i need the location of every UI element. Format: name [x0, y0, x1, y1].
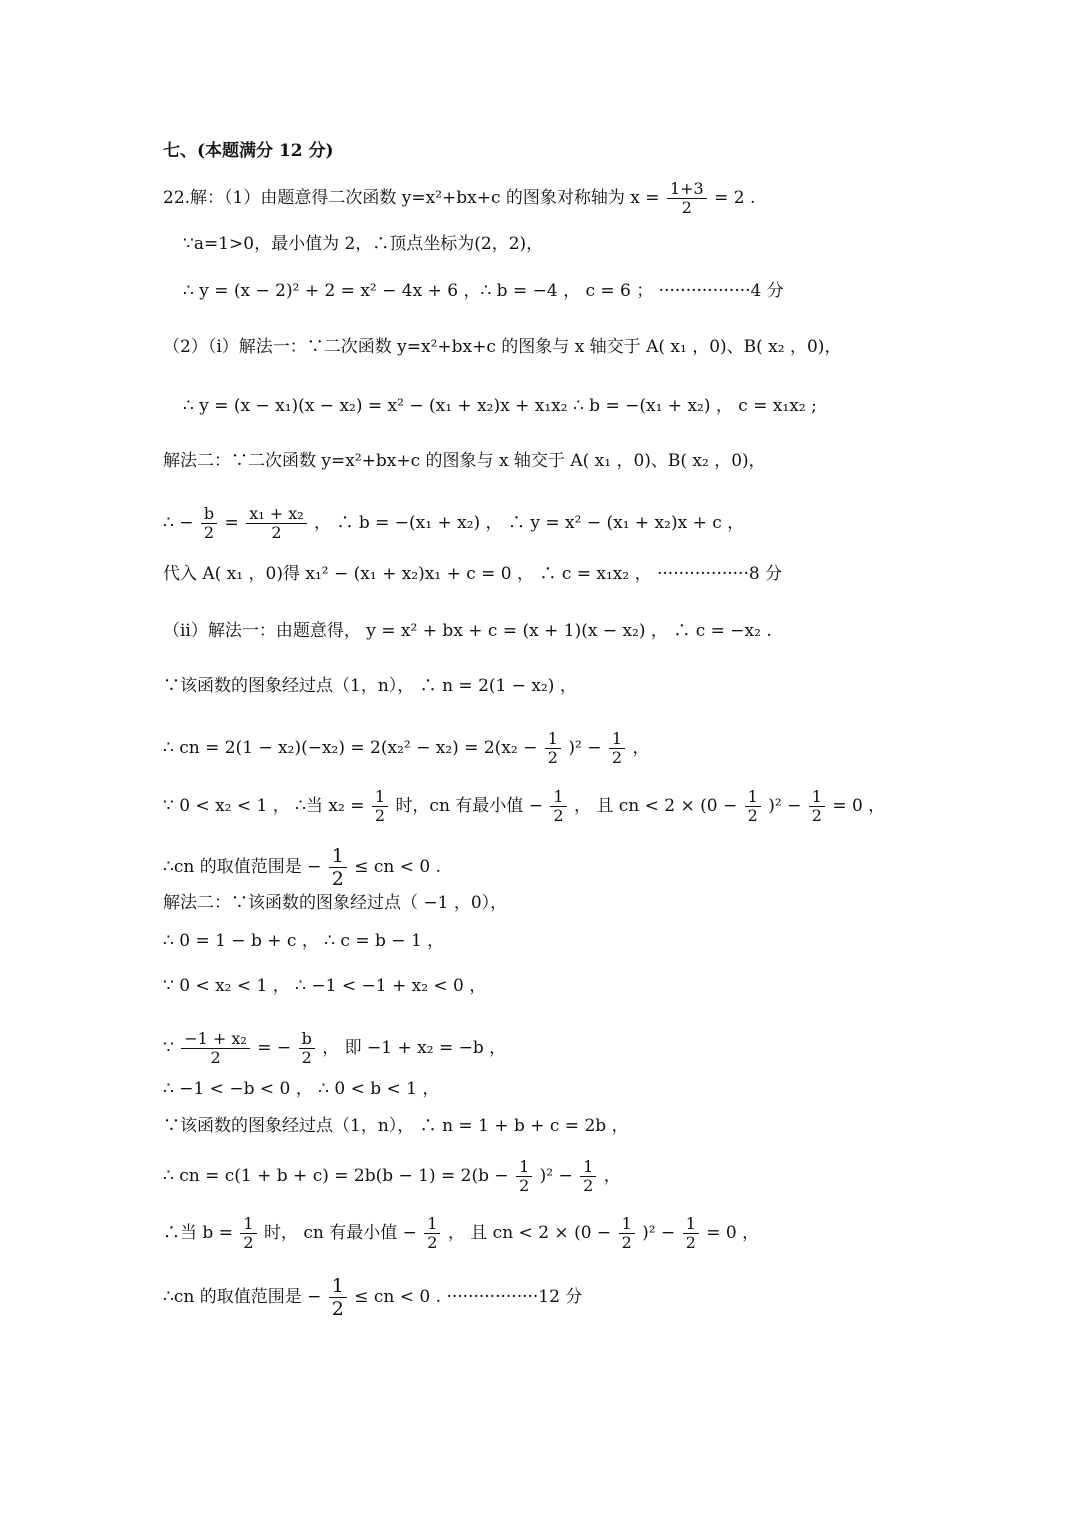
- frac-num: x₁ + x₂: [246, 505, 306, 524]
- part2ii-method2-line8: [163, 1215, 759, 1252]
- part2ii-method1-line3: [163, 730, 649, 767]
- half-fraction: [329, 845, 347, 890]
- text-seg: ∴当 b =: [163, 1223, 233, 1243]
- fraction-sum-over-2: [246, 505, 306, 542]
- equals-sign: =: [224, 513, 239, 533]
- half-fraction: [550, 788, 566, 825]
- text-seg: ∴cn 的取值范围是 −: [163, 857, 322, 877]
- part2ii-method1-line4: [163, 788, 885, 825]
- frac-den: 2: [271, 523, 282, 542]
- frac-num: −1 + x₂: [181, 1030, 250, 1049]
- part2ii-method1-line2: ∵该函数的图象经过点（1，n）， ∴ n = 2(1 − x₂) ，: [163, 676, 577, 696]
- m2-l2-lead: ∴ −: [163, 513, 194, 533]
- part2i-method1-line1: （2）（i）解法一：∵二次函数 y=x²+bx+c 的图象与 x 轴交于 A( x₁ ，0)、B( x₂ ，0)，: [163, 337, 842, 357]
- text-seg: = 0 ，: [832, 796, 886, 816]
- part2i-method1-line2: ∴ y = (x − x₁)(x − x₂) = x² − (x₁ + x₂)x + x₁x₂ ∴ b = −(x₁ + x₂) ， c = x₁x₂ ;: [183, 396, 817, 416]
- frac-den: 2: [331, 868, 344, 890]
- frac-den: 2: [210, 1048, 221, 1067]
- frac-num: 1: [809, 788, 825, 807]
- part2i-method2-line1: 解法二：∵二次函数 y=x²+bx+c 的图象与 x 轴交于 A( x₁ ，0)、B( x₂ ，0)，: [163, 451, 766, 471]
- text-seg: 时， cn 有最小值 −: [263, 1223, 417, 1243]
- part2i-method2-line2: [163, 505, 744, 542]
- text-seg: = −: [257, 1038, 292, 1058]
- half-fraction: [745, 788, 761, 825]
- text-seg: ， 且 cn < 2 × (0 −: [573, 796, 738, 816]
- part2ii-method2-line9: [163, 1275, 582, 1320]
- part1-line1-tail: = 2 .: [714, 188, 756, 208]
- half-fraction: [424, 1215, 440, 1252]
- half-fraction: [683, 1215, 699, 1252]
- axis-fraction-den: 2: [681, 198, 692, 217]
- frac-den: 2: [621, 1233, 632, 1252]
- frac-num: 1: [745, 788, 761, 807]
- frac-den: 2: [243, 1233, 254, 1252]
- frac-den: 2: [374, 806, 386, 825]
- fraction: [299, 1030, 315, 1067]
- text-seg: )² −: [568, 738, 602, 758]
- part2ii-method1-line1: （ii）解法一：由题意得， y = x² + bx + c = (x + 1)(x − x₂) ， ∴ c = −x₂ .: [163, 621, 772, 641]
- half-fraction: [545, 730, 561, 767]
- frac-num: 1: [516, 1158, 532, 1177]
- frac-num: b: [299, 1030, 315, 1049]
- text-seg: ∵ 0 < x₂ < 1 ， ∴当 x₂ =: [163, 796, 365, 816]
- part1-line3: ∴ y = (x − 2)² + 2 = x² − 4x + 6 ，∴ b = −4 ， c = 6 ； ·················4 分: [183, 281, 784, 301]
- part2ii-method2-line7: [163, 1158, 621, 1195]
- axis-fraction: [667, 180, 707, 217]
- axis-fraction-num: 1+3: [667, 180, 707, 199]
- frac-num: 1: [545, 730, 561, 749]
- text-seg: ∴ cn = c(1 + b + c) = 2b(b − 1) = 2(b −: [163, 1166, 509, 1186]
- part2ii-method2-line6: ∵该函数的图象经过点（1，n）， ∴ n = 1 + b + c = 2b ，: [163, 1116, 629, 1136]
- frac-num: 1: [329, 845, 347, 868]
- frac-num: 1: [424, 1215, 440, 1234]
- frac-den: 2: [203, 523, 215, 542]
- half-fraction: [240, 1215, 256, 1252]
- m2-l2-tail: ， ∴ b = −(x₁ + x₂) ， ∴ y = x² − (x₁ + x₂)x + c ，: [314, 513, 745, 533]
- frac-num: 1: [240, 1215, 256, 1234]
- part2ii-method2-line5: ∴ −1 < −b < 0 ， ∴ 0 < b < 1 ，: [163, 1079, 440, 1099]
- part2ii-method1-line5: [163, 845, 441, 890]
- frac-num: b: [201, 505, 217, 524]
- frac-den: 2: [747, 806, 758, 825]
- frac-num: 1: [372, 788, 388, 807]
- text-seg: ，: [632, 738, 650, 758]
- frac-num: 1: [683, 1215, 699, 1234]
- frac-num: 1: [619, 1215, 635, 1234]
- part2ii-method2-line4: [163, 1030, 506, 1067]
- frac-den: 2: [519, 1176, 530, 1195]
- text-seg: 时，cn 有最小值 −: [395, 796, 543, 816]
- frac-den: 2: [811, 806, 822, 825]
- half-fraction: [609, 730, 625, 767]
- section-title: 七、(本题满分 12 分): [163, 141, 334, 161]
- frac-den: 2: [427, 1233, 438, 1252]
- half-fraction: [619, 1215, 635, 1252]
- half-fraction: [580, 1158, 596, 1195]
- text-seg: )² −: [539, 1166, 573, 1186]
- text-seg: ， 即 −1 + x₂ = −b ，: [322, 1038, 507, 1058]
- half-fraction: [329, 1275, 347, 1320]
- half-fraction: [809, 788, 825, 825]
- text-seg: ≤ cn < 0 . ·················12 分: [354, 1287, 583, 1307]
- frac-num: 1: [329, 1275, 347, 1298]
- frac-den: 2: [583, 1176, 594, 1195]
- frac-den: 2: [547, 748, 558, 767]
- half-fraction: [372, 788, 388, 825]
- frac-den: 2: [611, 748, 623, 767]
- text-seg: ∴cn 的取值范围是 −: [163, 1287, 322, 1307]
- text-seg: ∵: [163, 1038, 174, 1058]
- text-seg: ， 且 cn < 2 × (0 −: [447, 1223, 612, 1243]
- part2ii-method2-line2: ∴ 0 = 1 − b + c ， ∴ c = b − 1 ，: [163, 931, 445, 951]
- frac-num: 1: [580, 1158, 596, 1177]
- frac-num: 1: [609, 730, 625, 749]
- text-seg: = 0 ，: [706, 1223, 760, 1243]
- text-seg: )² −: [642, 1223, 676, 1243]
- frac-den: 2: [301, 1048, 312, 1067]
- part1-line1-text: 22.解：（1）由题意得二次函数 y=x²+bx+c 的图象对称轴为 x =: [163, 188, 660, 208]
- part2i-method2-line3: 代入 A( x₁ ，0)得 x₁² − (x₁ + x₂)x₁ + c = 0 ， ∴ c = x₁x₂ ， ·················8 分: [163, 564, 783, 584]
- part2ii-method2-line3: ∵ 0 < x₂ < 1 ， ∴ −1 < −1 + x₂ < 0 ，: [163, 976, 487, 996]
- frac-num: 1: [550, 788, 566, 807]
- part1-line1: [163, 180, 755, 217]
- text-seg: )² −: [768, 796, 802, 816]
- text-seg: ，: [603, 1166, 621, 1186]
- fraction: [181, 1030, 250, 1067]
- fraction-b-over-2: [201, 505, 217, 542]
- part2ii-method2-line1: 解法二：∵该函数的图象经过点（ −1 ，0），: [163, 893, 508, 913]
- frac-den: 2: [553, 806, 564, 825]
- text-seg: ≤ cn < 0 .: [354, 857, 442, 877]
- text-seg: ∴ cn = 2(1 − x₂)(−x₂) = 2(x₂² − x₂) = 2(x₂ −: [163, 738, 538, 758]
- frac-den: 2: [331, 1298, 344, 1320]
- half-fraction: [516, 1158, 532, 1195]
- frac-den: 2: [685, 1233, 696, 1252]
- part1-line2: ∵a=1>0，最小值为 2，∴顶点坐标为(2，2)，: [183, 234, 544, 254]
